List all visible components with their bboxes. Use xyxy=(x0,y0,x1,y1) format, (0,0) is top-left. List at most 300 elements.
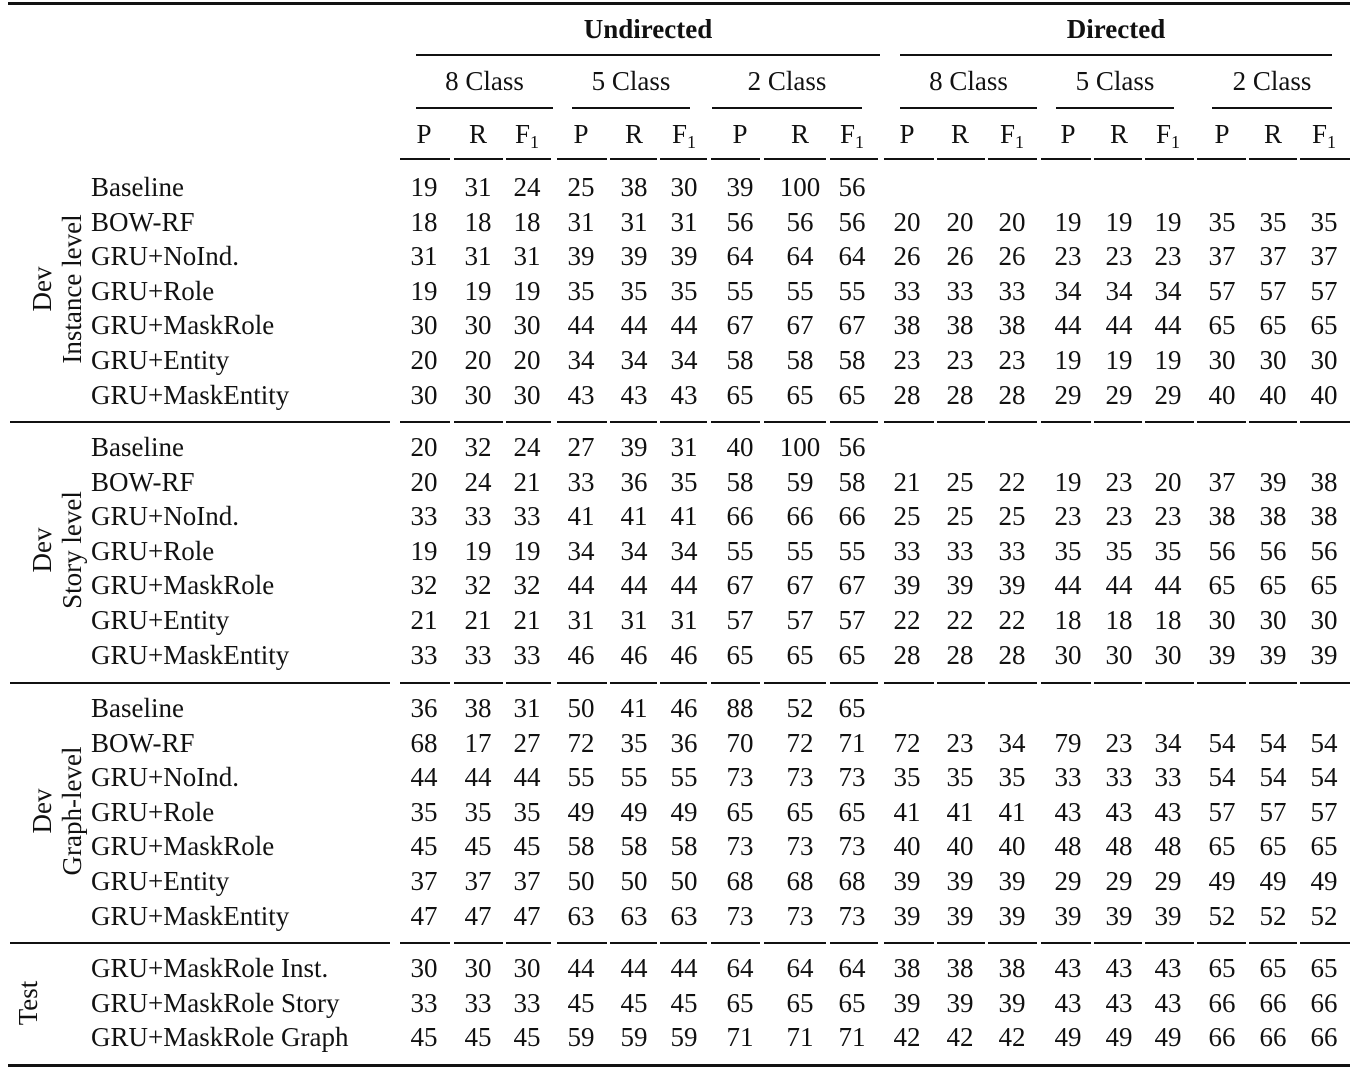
table-cell: 21 xyxy=(513,466,541,497)
table-cell: 25 xyxy=(567,172,595,202)
table-cell: 23 xyxy=(1105,727,1133,758)
table-cell: 19 xyxy=(513,535,541,566)
table-cell: 31 xyxy=(670,605,698,635)
table-cell: 20 xyxy=(410,432,438,462)
table-cell: 35 xyxy=(620,275,648,306)
table-cell: 34 xyxy=(1054,275,1082,306)
table-cell: 33 xyxy=(1105,762,1133,793)
table-cell: 44 xyxy=(1154,310,1182,341)
metric-header: P xyxy=(416,119,432,149)
section-rule-segment xyxy=(1041,682,1091,684)
metric-rule xyxy=(1300,158,1350,160)
table-cell: 36 xyxy=(670,727,698,758)
table-cell: 65 xyxy=(1310,831,1338,862)
table-cell: 52 xyxy=(1310,900,1338,931)
table-cell: 63 xyxy=(620,900,648,931)
table-cell: 56 xyxy=(838,172,866,202)
table-cell: 35 xyxy=(410,796,438,827)
table-cell: 43 xyxy=(620,379,648,410)
table-cell: 19 xyxy=(1154,345,1182,375)
table-cell: 44 xyxy=(670,310,698,341)
table-cell: 34 xyxy=(620,345,648,375)
table-cell: 48 xyxy=(1105,831,1133,862)
table-cell: 59 xyxy=(567,1022,595,1053)
table-cell: 25 xyxy=(946,501,974,532)
metric-header: R xyxy=(1263,119,1283,149)
table-cell: 54 xyxy=(1208,727,1236,758)
table-cell: 30 xyxy=(464,953,492,983)
table-cell: 65 xyxy=(786,796,814,827)
table-cell: 35 xyxy=(464,796,492,827)
table-cell: 88 xyxy=(726,693,754,723)
table-cell: 100 xyxy=(779,432,821,462)
metric-rule xyxy=(610,158,657,160)
table-cell: 30 xyxy=(1259,345,1287,375)
metric-rule xyxy=(988,158,1037,160)
section-rule-segment xyxy=(1197,421,1246,423)
table-cell: 30 xyxy=(464,310,492,341)
table-cell: 79 xyxy=(1054,727,1082,758)
table-cell: 23 xyxy=(946,727,974,758)
table-cell: 33 xyxy=(513,501,541,532)
table-cell: 30 xyxy=(1105,639,1133,670)
section-rule-segment xyxy=(454,682,503,684)
table-cell: 28 xyxy=(893,379,921,410)
section-rule-segment xyxy=(610,942,657,944)
table-cell: 39 xyxy=(620,432,648,462)
table-cell: 41 xyxy=(567,501,595,532)
table-cell: 19 xyxy=(513,275,541,306)
section-label-line: Dev xyxy=(27,527,57,573)
table-cell: 57 xyxy=(1259,275,1287,306)
metric-rule xyxy=(660,158,707,160)
section-rule-segment xyxy=(988,942,1037,944)
section-rule-segment xyxy=(610,682,657,684)
table-cell: 30 xyxy=(1054,639,1082,670)
model-name: GRU+MaskEntity xyxy=(91,639,290,670)
table-cell: 22 xyxy=(998,466,1026,497)
group-rule xyxy=(900,54,1332,56)
table-cell: 65 xyxy=(1208,310,1236,341)
table-cell: 37 xyxy=(1208,241,1236,272)
metric-rule xyxy=(557,158,607,160)
class-header: 5 Class xyxy=(1075,66,1155,96)
table-cell: 65 xyxy=(1310,953,1338,983)
model-name: BOW-RF xyxy=(91,206,195,237)
table-cell: 65 xyxy=(1259,953,1287,983)
model-name: GRU+Role xyxy=(91,535,215,566)
section-label-line: Story level xyxy=(57,491,87,609)
table-cell: 33 xyxy=(464,501,492,532)
table-cell: 30 xyxy=(1208,345,1236,375)
section-rule-segment xyxy=(1300,421,1350,423)
table-cell: 73 xyxy=(726,900,754,931)
table-cell: 30 xyxy=(410,379,438,410)
table-cell: 66 xyxy=(726,501,754,532)
table-cell: 24 xyxy=(464,466,492,497)
table-cell: 39 xyxy=(1310,639,1338,670)
section-rule-segment xyxy=(454,421,503,423)
table-cell: 19 xyxy=(410,172,438,202)
table-cell: 38 xyxy=(1310,501,1338,532)
section-rule-segment xyxy=(884,942,934,944)
table-cell: 44 xyxy=(464,762,492,793)
table-cell: 45 xyxy=(464,831,492,862)
section-rule-segment xyxy=(400,942,450,944)
table-cell: 33 xyxy=(998,535,1026,566)
table-cell: 37 xyxy=(464,866,492,896)
table-cell: 45 xyxy=(464,1022,492,1053)
section-rule-segment xyxy=(506,421,551,423)
table-cell: 43 xyxy=(1154,987,1182,1018)
table-cell: 34 xyxy=(670,535,698,566)
table-cell: 44 xyxy=(670,953,698,983)
table-cell: 34 xyxy=(1154,727,1182,758)
table-cell: 58 xyxy=(726,466,754,497)
table-cell: 33 xyxy=(567,466,595,497)
table-cell: 58 xyxy=(620,831,648,862)
table-cell: 65 xyxy=(786,987,814,1018)
table-cell: 39 xyxy=(620,241,648,272)
table-cell: 49 xyxy=(670,796,698,827)
table-cell: 54 xyxy=(1310,727,1338,758)
metric-header: $F_1$ xyxy=(671,119,697,152)
metric-header: P xyxy=(732,119,748,149)
table-cell: 55 xyxy=(726,275,754,306)
table-cell: 40 xyxy=(946,831,974,862)
table-cell: 65 xyxy=(726,639,754,670)
table-cell: 47 xyxy=(410,900,438,931)
table-cell: 43 xyxy=(1054,953,1082,983)
table-cell: 33 xyxy=(410,987,438,1018)
table-cell: 37 xyxy=(1310,241,1338,272)
table-cell: 23 xyxy=(1105,241,1133,272)
table-cell: 57 xyxy=(1259,796,1287,827)
table-cell: 70 xyxy=(726,727,754,758)
table-cell: 72 xyxy=(786,727,814,758)
table-cell: 65 xyxy=(726,379,754,410)
metric-rule xyxy=(937,158,985,160)
table-cell: 44 xyxy=(1154,570,1182,601)
table-cell: 73 xyxy=(726,831,754,862)
section-label xyxy=(27,747,87,876)
table-cell: 55 xyxy=(726,535,754,566)
section-label-line: Dev xyxy=(27,788,57,834)
table-cell: 65 xyxy=(726,987,754,1018)
table-cell: 63 xyxy=(567,900,595,931)
table-cell: 39 xyxy=(1154,900,1182,931)
table-cell: 55 xyxy=(670,762,698,793)
section-rule-segment xyxy=(884,421,934,423)
table-cell: 28 xyxy=(946,639,974,670)
table-cell: 32 xyxy=(410,570,438,601)
table-cell: 20 xyxy=(893,206,921,237)
class-header: 8 Class xyxy=(445,66,524,96)
table-cell: 34 xyxy=(620,535,648,566)
table-cell: 21 xyxy=(893,466,921,497)
table-cell: 59 xyxy=(786,466,814,497)
table-cell: 33 xyxy=(998,275,1026,306)
table-cell: 66 xyxy=(1259,987,1287,1018)
table-cell: 35 xyxy=(620,727,648,758)
section-rule-segment xyxy=(660,942,707,944)
table-cell: 39 xyxy=(1054,900,1082,931)
table-cell: 42 xyxy=(893,1022,921,1053)
metric-rule xyxy=(884,158,934,160)
table-cell: 45 xyxy=(410,1022,438,1053)
table-cell: 55 xyxy=(838,275,866,306)
table-cell: 44 xyxy=(567,953,595,983)
table-cell: 50 xyxy=(670,866,698,896)
table-cell: 19 xyxy=(1105,206,1133,237)
section-rule-segment xyxy=(1145,682,1194,684)
table-cell: 19 xyxy=(464,275,492,306)
table-cell: 23 xyxy=(1054,501,1082,532)
table-cell: 59 xyxy=(620,1022,648,1053)
table-cell: 35 xyxy=(893,762,921,793)
section-rule-segment xyxy=(711,942,760,944)
table-cell: 57 xyxy=(726,605,754,635)
table-cell: 20 xyxy=(464,345,492,375)
table-cell: 49 xyxy=(1259,866,1287,896)
section-rule-segment xyxy=(764,682,826,684)
table-cell: 30 xyxy=(1310,345,1338,375)
table-cell: 31 xyxy=(464,241,492,272)
table-cell: 66 xyxy=(1259,1022,1287,1053)
table-cell: 19 xyxy=(1054,466,1082,497)
top-rule xyxy=(8,2,1350,5)
section-label xyxy=(27,214,87,363)
section-rule-segment xyxy=(400,682,450,684)
table-cell: 43 xyxy=(1154,953,1182,983)
table-cell: 35 xyxy=(1105,535,1133,566)
section-label xyxy=(13,981,43,1026)
model-name: GRU+Entity xyxy=(91,345,230,375)
table-cell: 45 xyxy=(513,831,541,862)
model-name: GRU+Entity xyxy=(91,866,230,896)
table-cell: 71 xyxy=(838,727,866,758)
table-cell: 58 xyxy=(838,345,866,375)
table-cell: 73 xyxy=(838,762,866,793)
table-cell: 66 xyxy=(786,501,814,532)
table-cell: 65 xyxy=(1259,831,1287,862)
table-cell: 54 xyxy=(1259,727,1287,758)
table-cell: 31 xyxy=(620,605,648,635)
section-rule-segment xyxy=(937,682,985,684)
table-cell: 37 xyxy=(1259,241,1287,272)
section-rule-segment xyxy=(830,421,878,423)
metric-rule xyxy=(400,158,450,160)
model-name: GRU+MaskEntity xyxy=(91,900,290,931)
metric-rule xyxy=(1249,158,1297,160)
section-label-line: Test xyxy=(13,980,43,1026)
table-cell: 50 xyxy=(620,866,648,896)
table-cell: 39 xyxy=(946,570,974,601)
table-cell: 40 xyxy=(726,432,754,462)
table-cell: 30 xyxy=(1310,605,1338,635)
table-cell: 56 xyxy=(786,206,814,237)
table-cell: 20 xyxy=(998,206,1026,237)
table-cell: 71 xyxy=(786,1022,814,1053)
table-cell: 34 xyxy=(670,345,698,375)
table-cell: 67 xyxy=(838,570,866,601)
section-rule xyxy=(10,942,390,944)
table-cell: 33 xyxy=(1054,762,1082,793)
metric-rule xyxy=(764,158,826,160)
section-rule-segment xyxy=(1249,682,1297,684)
metric-header: R xyxy=(790,119,810,149)
table-cell: 54 xyxy=(1208,762,1236,793)
metric-header: P xyxy=(1060,119,1076,149)
table-cell: 33 xyxy=(893,535,921,566)
table-cell: 29 xyxy=(1154,866,1182,896)
table-cell: 41 xyxy=(620,501,648,532)
table-cell: 38 xyxy=(1259,501,1287,532)
table-cell: 34 xyxy=(1154,275,1182,306)
table-cell: 39 xyxy=(893,570,921,601)
table-cell: 64 xyxy=(726,953,754,983)
model-name: GRU+MaskRole xyxy=(91,831,275,862)
table-cell: 57 xyxy=(786,605,814,635)
table-cell: 21 xyxy=(513,605,541,635)
table-cell: 55 xyxy=(786,275,814,306)
table-cell: 22 xyxy=(998,605,1026,635)
table-cell: 20 xyxy=(410,466,438,497)
section-label-line: Graph-level xyxy=(57,746,87,876)
table-cell: 29 xyxy=(1054,379,1082,410)
table-cell: 43 xyxy=(1105,987,1133,1018)
section-rule-segment xyxy=(557,421,607,423)
table-cell: 39 xyxy=(567,241,595,272)
table-cell: 35 xyxy=(513,796,541,827)
table-cell: 33 xyxy=(464,639,492,670)
table-cell: 19 xyxy=(1054,206,1082,237)
table-cell: 23 xyxy=(1154,241,1182,272)
section-rule-segment xyxy=(610,421,657,423)
class-rule xyxy=(712,107,862,109)
table-cell: 19 xyxy=(1105,345,1133,375)
table-cell: 73 xyxy=(838,831,866,862)
table-cell: 45 xyxy=(410,831,438,862)
table-cell: 31 xyxy=(513,241,541,272)
table-cell: 67 xyxy=(786,570,814,601)
table-cell: 57 xyxy=(838,605,866,635)
table-cell: 47 xyxy=(513,900,541,931)
table-cell: 20 xyxy=(1154,466,1182,497)
table-cell: 35 xyxy=(1310,206,1338,237)
class-rule xyxy=(572,107,690,109)
table-cell: 38 xyxy=(893,953,921,983)
metric-header: P xyxy=(1214,119,1230,149)
section-rule-segment xyxy=(1094,682,1142,684)
section-rule-segment xyxy=(506,682,551,684)
section-rule-segment xyxy=(1041,421,1091,423)
table-cell: 35 xyxy=(1259,206,1287,237)
section-rule xyxy=(10,682,390,684)
section-rule-segment xyxy=(988,421,1037,423)
table-cell: 38 xyxy=(620,172,648,202)
table-cell: 44 xyxy=(670,570,698,601)
table-cell: 31 xyxy=(567,206,595,237)
table-cell: 44 xyxy=(567,570,595,601)
table-cell: 71 xyxy=(726,1022,754,1053)
table-cell: 30 xyxy=(1208,605,1236,635)
table-cell: 46 xyxy=(670,639,698,670)
table-cell: 65 xyxy=(1259,570,1287,601)
table-cell: 58 xyxy=(786,345,814,375)
table-cell: 35 xyxy=(946,762,974,793)
table-cell: 52 xyxy=(1208,900,1236,931)
table-cell: 66 xyxy=(838,501,866,532)
table-cell: 45 xyxy=(567,987,595,1018)
table-cell: 29 xyxy=(1154,379,1182,410)
section-rule-segment xyxy=(937,421,985,423)
table-cell: 17 xyxy=(464,727,492,758)
section-rule-segment xyxy=(1145,421,1194,423)
table-cell: 30 xyxy=(410,953,438,983)
table-cell: 38 xyxy=(946,310,974,341)
table-cell: 52 xyxy=(786,693,814,723)
table-cell: 25 xyxy=(893,501,921,532)
table-cell: 30 xyxy=(513,953,541,983)
table-cell: 23 xyxy=(1154,501,1182,532)
class-rule xyxy=(1056,107,1174,109)
model-name: GRU+NoInd. xyxy=(91,501,239,532)
table-cell: 66 xyxy=(1310,987,1338,1018)
section-rule-segment xyxy=(400,421,450,423)
table-cell: 23 xyxy=(998,345,1026,375)
table-cell: 30 xyxy=(1154,639,1182,670)
section-rule-segment xyxy=(557,942,607,944)
table-cell: 49 xyxy=(1154,1022,1182,1053)
table-cell: 39 xyxy=(998,900,1026,931)
section-rule-segment xyxy=(660,682,707,684)
table-cell: 57 xyxy=(1310,796,1338,827)
table-cell: 65 xyxy=(838,639,866,670)
table-cell: 55 xyxy=(786,535,814,566)
table-cell: 34 xyxy=(998,727,1026,758)
table-cell: 65 xyxy=(1208,953,1236,983)
table-cell: 38 xyxy=(893,310,921,341)
table-cell: 39 xyxy=(946,987,974,1018)
section-rule-segment xyxy=(1094,942,1142,944)
table-cell: 73 xyxy=(786,831,814,862)
table-cell: 18 xyxy=(1054,605,1082,635)
table-cell: 35 xyxy=(1208,206,1236,237)
table-cell: 35 xyxy=(1054,535,1082,566)
table-cell: 26 xyxy=(998,241,1026,272)
model-name: GRU+MaskRole xyxy=(91,570,275,601)
table-cell: 47 xyxy=(464,900,492,931)
table-cell: 44 xyxy=(410,762,438,793)
table-cell: 38 xyxy=(998,310,1026,341)
metric-header: $F_1$ xyxy=(514,119,540,152)
table-cell: 56 xyxy=(726,206,754,237)
table-cell: 31 xyxy=(620,206,648,237)
section-rule-segment xyxy=(711,682,760,684)
table-cell: 23 xyxy=(1054,241,1082,272)
table-cell: 38 xyxy=(998,953,1026,983)
table-cell: 18 xyxy=(1105,605,1133,635)
table-cell: 48 xyxy=(1054,831,1082,862)
table-cell: 68 xyxy=(726,866,754,896)
table-cell: 24 xyxy=(513,432,541,462)
table-cell: 37 xyxy=(513,866,541,896)
table-cell: 35 xyxy=(670,466,698,497)
table-cell: 19 xyxy=(1154,206,1182,237)
metric-header: R xyxy=(468,119,488,149)
table-cell: 56 xyxy=(1259,535,1287,566)
